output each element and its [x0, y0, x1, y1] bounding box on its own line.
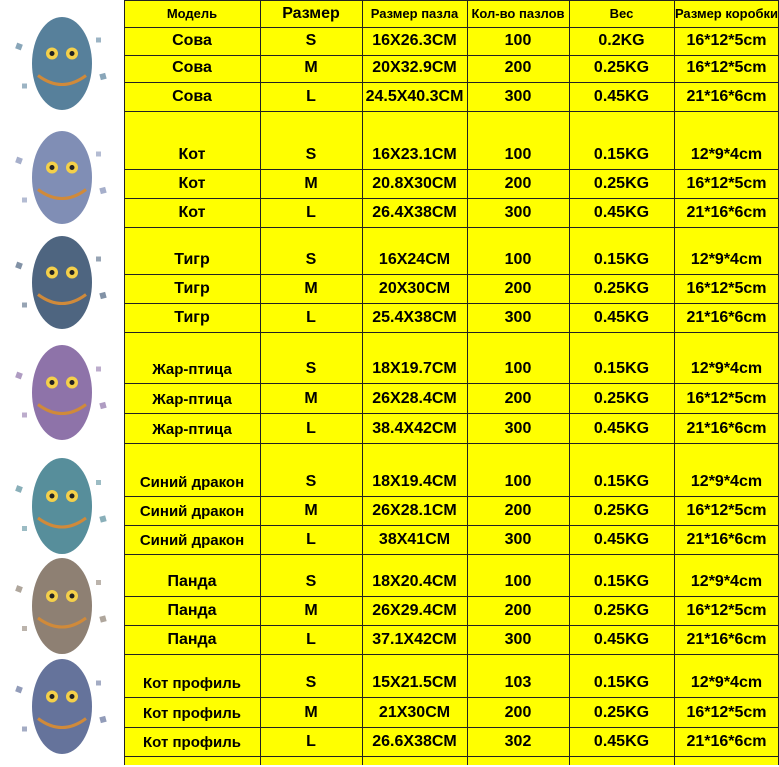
table-row	[124, 304, 779, 332]
cell-model: Кот	[178, 146, 206, 163]
cell-box: 12*9*4cm	[690, 473, 763, 490]
table-row	[124, 526, 779, 554]
table-row	[124, 246, 779, 274]
cell-pieces: 100	[504, 360, 532, 377]
cell-weight: 0.15KG	[593, 674, 650, 691]
table-row	[124, 385, 779, 413]
tiger-puzzle-icon	[8, 228, 116, 337]
grid-line-horizontal	[124, 383, 779, 384]
cell-model: Сова	[172, 32, 212, 49]
grid-line-horizontal	[124, 727, 779, 728]
grid-line-horizontal	[124, 654, 779, 655]
cell-weight: 0.15KG	[593, 251, 650, 268]
cell-size: S	[305, 360, 317, 377]
cat-profile-puzzle-icon	[8, 651, 116, 762]
cell-puzzle: 20X32.9CM	[372, 59, 457, 76]
cell-size: M	[304, 502, 318, 519]
grid-line-horizontal	[124, 227, 779, 228]
cell-size: M	[304, 602, 318, 619]
cell-weight: 0.45KG	[593, 631, 650, 648]
cell-puzzle: 38X41CM	[378, 531, 451, 548]
cell-pieces: 300	[504, 309, 532, 326]
cell-box: 12*9*4cm	[690, 674, 763, 691]
owl-puzzle-icon	[8, 9, 116, 118]
cell-pieces: 302	[504, 733, 532, 750]
cell-model: Тигр	[174, 280, 210, 297]
cell-size: L	[306, 88, 316, 105]
cell-puzzle: 37.1X42CM	[372, 631, 457, 648]
cell-puzzle: 26X28.1CM	[372, 502, 457, 519]
cell-size: L	[306, 204, 316, 221]
cell-box: 12*9*4cm	[690, 573, 763, 590]
cell-weight: 0.45KG	[593, 733, 650, 750]
cell-model: Синий дракон	[139, 502, 245, 520]
cell-pieces: 200	[504, 602, 532, 619]
cell-pieces: 300	[504, 631, 532, 648]
cell-puzzle: 20X30CM	[378, 280, 451, 297]
table-row	[124, 468, 779, 496]
header-cell: Размер пазла	[370, 6, 459, 21]
grid-line-horizontal	[124, 27, 779, 28]
cell-box: 16*12*5cm	[686, 175, 767, 192]
cell-size: S	[305, 473, 317, 490]
spec-table	[124, 0, 779, 765]
panda-puzzle-icon	[8, 550, 116, 662]
cell-box: 16*12*5cm	[686, 32, 767, 49]
grid-line-horizontal	[124, 413, 779, 414]
cell-size: L	[306, 531, 316, 548]
cell-size: M	[304, 280, 318, 297]
cell-pieces: 100	[504, 146, 532, 163]
cell-puzzle: 15X21.5CM	[372, 674, 457, 691]
cell-model: Жар-птица	[152, 390, 232, 408]
cell-box: 16*12*5cm	[686, 59, 767, 76]
cell-pieces: 100	[504, 573, 532, 590]
grid-line-horizontal	[124, 596, 779, 597]
cell-pieces: 200	[504, 175, 532, 192]
cell-box: 21*16*6cm	[686, 309, 767, 326]
cell-puzzle: 16X23.1CM	[372, 146, 457, 163]
cell-weight: 0.25KG	[593, 502, 650, 519]
cell-puzzle: 16X26.3CM	[372, 32, 457, 49]
cat-puzzle-icon	[8, 123, 116, 232]
firebird-puzzle-icon	[8, 337, 116, 448]
cell-model: Кот профиль	[143, 674, 241, 692]
thumbnail-column	[0, 0, 124, 765]
table-row	[124, 199, 779, 227]
cell-model: Жар-птица	[152, 360, 232, 378]
cell-model: Кот	[178, 175, 206, 192]
table-row	[124, 568, 779, 596]
cell-weight: 0.45KG	[593, 88, 650, 105]
cell-size: M	[304, 704, 318, 721]
cell-size: S	[305, 32, 317, 49]
cell-weight: 0.15KG	[593, 360, 650, 377]
cell-model: Сова	[172, 88, 212, 105]
cell-model: Жар-птица	[152, 420, 232, 438]
grid-line-horizontal	[124, 332, 779, 333]
header-cell: Кол-во пазлов	[471, 6, 565, 21]
cell-pieces: 300	[504, 88, 532, 105]
cell-pieces: 100	[504, 473, 532, 490]
cell-pieces: 200	[504, 59, 532, 76]
cell-weight: 0.25KG	[593, 704, 650, 721]
table-row	[124, 415, 779, 443]
cell-model: Синий дракон	[139, 531, 245, 549]
grid-line-horizontal	[124, 0, 779, 1]
cell-size: M	[304, 175, 318, 192]
cell-weight: 0.15KG	[593, 573, 650, 590]
cell-model: Панда	[167, 631, 217, 648]
cell-puzzle: 20.8X30CM	[372, 175, 457, 192]
grid-line-horizontal	[124, 198, 779, 199]
grid-line-horizontal	[124, 111, 779, 112]
cell-model: Панда	[167, 573, 217, 590]
table-row	[124, 669, 779, 697]
cell-puzzle: 24.5X40.3CM	[365, 88, 464, 105]
cell-puzzle: 25.4X38CM	[372, 309, 457, 326]
cell-puzzle: 26.4X38CM	[372, 204, 457, 221]
cell-box: 16*12*5cm	[686, 502, 767, 519]
table-row	[124, 27, 779, 55]
cell-pieces: 200	[504, 390, 532, 407]
cell-pieces: 300	[504, 531, 532, 548]
cell-box: 21*16*6cm	[686, 204, 767, 221]
cell-puzzle: 26X29.4CM	[372, 602, 457, 619]
cell-pieces: 100	[504, 32, 532, 49]
table-row	[124, 597, 779, 625]
table-header	[124, 0, 779, 27]
cell-weight: 0.45KG	[593, 309, 650, 326]
cell-pieces: 200	[504, 502, 532, 519]
table-row	[124, 170, 779, 198]
cell-model: Тигр	[174, 309, 210, 326]
table-row	[124, 699, 779, 727]
grid-line-horizontal	[124, 554, 779, 555]
header-cell: Размер коробки	[674, 6, 779, 21]
cell-box: 16*12*5cm	[686, 280, 767, 297]
grid-line-horizontal	[124, 55, 779, 56]
cell-size: S	[305, 573, 317, 590]
cell-weight: 0.25KG	[593, 59, 650, 76]
cell-weight: 0.15KG	[593, 146, 650, 163]
cell-weight: 0.25KG	[593, 280, 650, 297]
cell-model: Кот профиль	[143, 733, 241, 751]
cell-model: Сова	[172, 59, 212, 76]
grid-line-horizontal	[124, 274, 779, 275]
cell-size: S	[305, 146, 317, 163]
cell-model: Синий дракон	[139, 473, 245, 491]
cell-box: 12*9*4cm	[690, 360, 763, 377]
cell-puzzle: 21X30CM	[378, 704, 451, 721]
cell-box: 16*12*5cm	[686, 704, 767, 721]
blue-dragon-puzzle-icon	[8, 450, 116, 562]
header-cell: Размер	[282, 4, 340, 22]
cell-box: 12*9*4cm	[690, 251, 763, 268]
cell-puzzle: 18X19.4CM	[372, 473, 457, 490]
cell-weight: 0.25KG	[593, 602, 650, 619]
table-row	[124, 355, 779, 383]
grid-line-horizontal	[124, 496, 779, 497]
cell-box: 21*16*6cm	[686, 631, 767, 648]
cell-size: S	[305, 674, 317, 691]
cell-puzzle: 18X19.7CM	[372, 360, 457, 377]
cell-pieces: 300	[504, 204, 532, 221]
cell-box: 21*16*6cm	[686, 531, 767, 548]
cell-puzzle: 26.6X38CM	[372, 733, 457, 750]
cell-pieces: 100	[504, 251, 532, 268]
cell-weight: 0.45KG	[593, 204, 650, 221]
cell-model: Панда	[167, 602, 217, 619]
cell-box: 21*16*6cm	[686, 420, 767, 437]
cell-box: 21*16*6cm	[686, 733, 767, 750]
cell-weight: 0.25KG	[593, 390, 650, 407]
grid-line-horizontal	[124, 525, 779, 526]
grid-line-horizontal	[124, 303, 779, 304]
grid-line-horizontal	[124, 169, 779, 170]
cell-pieces: 200	[504, 280, 532, 297]
cell-pieces: 200	[504, 704, 532, 721]
cell-size: L	[306, 309, 316, 326]
cell-size: L	[306, 733, 316, 750]
cell-size: L	[306, 420, 316, 437]
cell-puzzle: 38.4X42CM	[372, 420, 457, 437]
cell-model: Кот	[178, 204, 206, 221]
cell-model: Тигр	[174, 251, 210, 268]
cell-box: 16*12*5cm	[686, 602, 767, 619]
table-row	[124, 497, 779, 525]
cell-puzzle: 26X28.4CM	[372, 390, 457, 407]
table-row	[124, 141, 779, 169]
grid-line-horizontal	[124, 82, 779, 83]
grid-line-horizontal	[124, 443, 779, 444]
cell-box: 12*9*4cm	[690, 146, 763, 163]
table-row	[124, 54, 779, 82]
cell-weight: 0.2KG	[598, 32, 645, 49]
grid-line-horizontal	[124, 625, 779, 626]
table-row	[124, 728, 779, 756]
grid-line-horizontal	[124, 697, 779, 698]
cell-weight: 0.45KG	[593, 420, 650, 437]
cell-puzzle: 16X24CM	[378, 251, 451, 268]
cell-puzzle: 18X20.4CM	[372, 573, 457, 590]
table-row	[124, 83, 779, 111]
cell-pieces: 103	[504, 674, 532, 691]
cell-pieces: 300	[504, 420, 532, 437]
cell-size: L	[306, 631, 316, 648]
cell-box: 16*12*5cm	[686, 390, 767, 407]
cell-weight: 0.25KG	[593, 175, 650, 192]
table-row	[124, 275, 779, 303]
cell-size: M	[304, 59, 318, 76]
header-cell: Модель	[166, 6, 218, 21]
cell-weight: 0.15KG	[593, 473, 650, 490]
cell-model: Кот профиль	[143, 704, 241, 722]
cell-weight: 0.45KG	[593, 531, 650, 548]
table-row	[124, 626, 779, 654]
header-cell: Вес	[609, 6, 634, 21]
cell-size: S	[305, 251, 317, 268]
cell-size: M	[304, 390, 318, 407]
grid-line-horizontal	[124, 756, 779, 757]
cell-box: 21*16*6cm	[686, 88, 767, 105]
